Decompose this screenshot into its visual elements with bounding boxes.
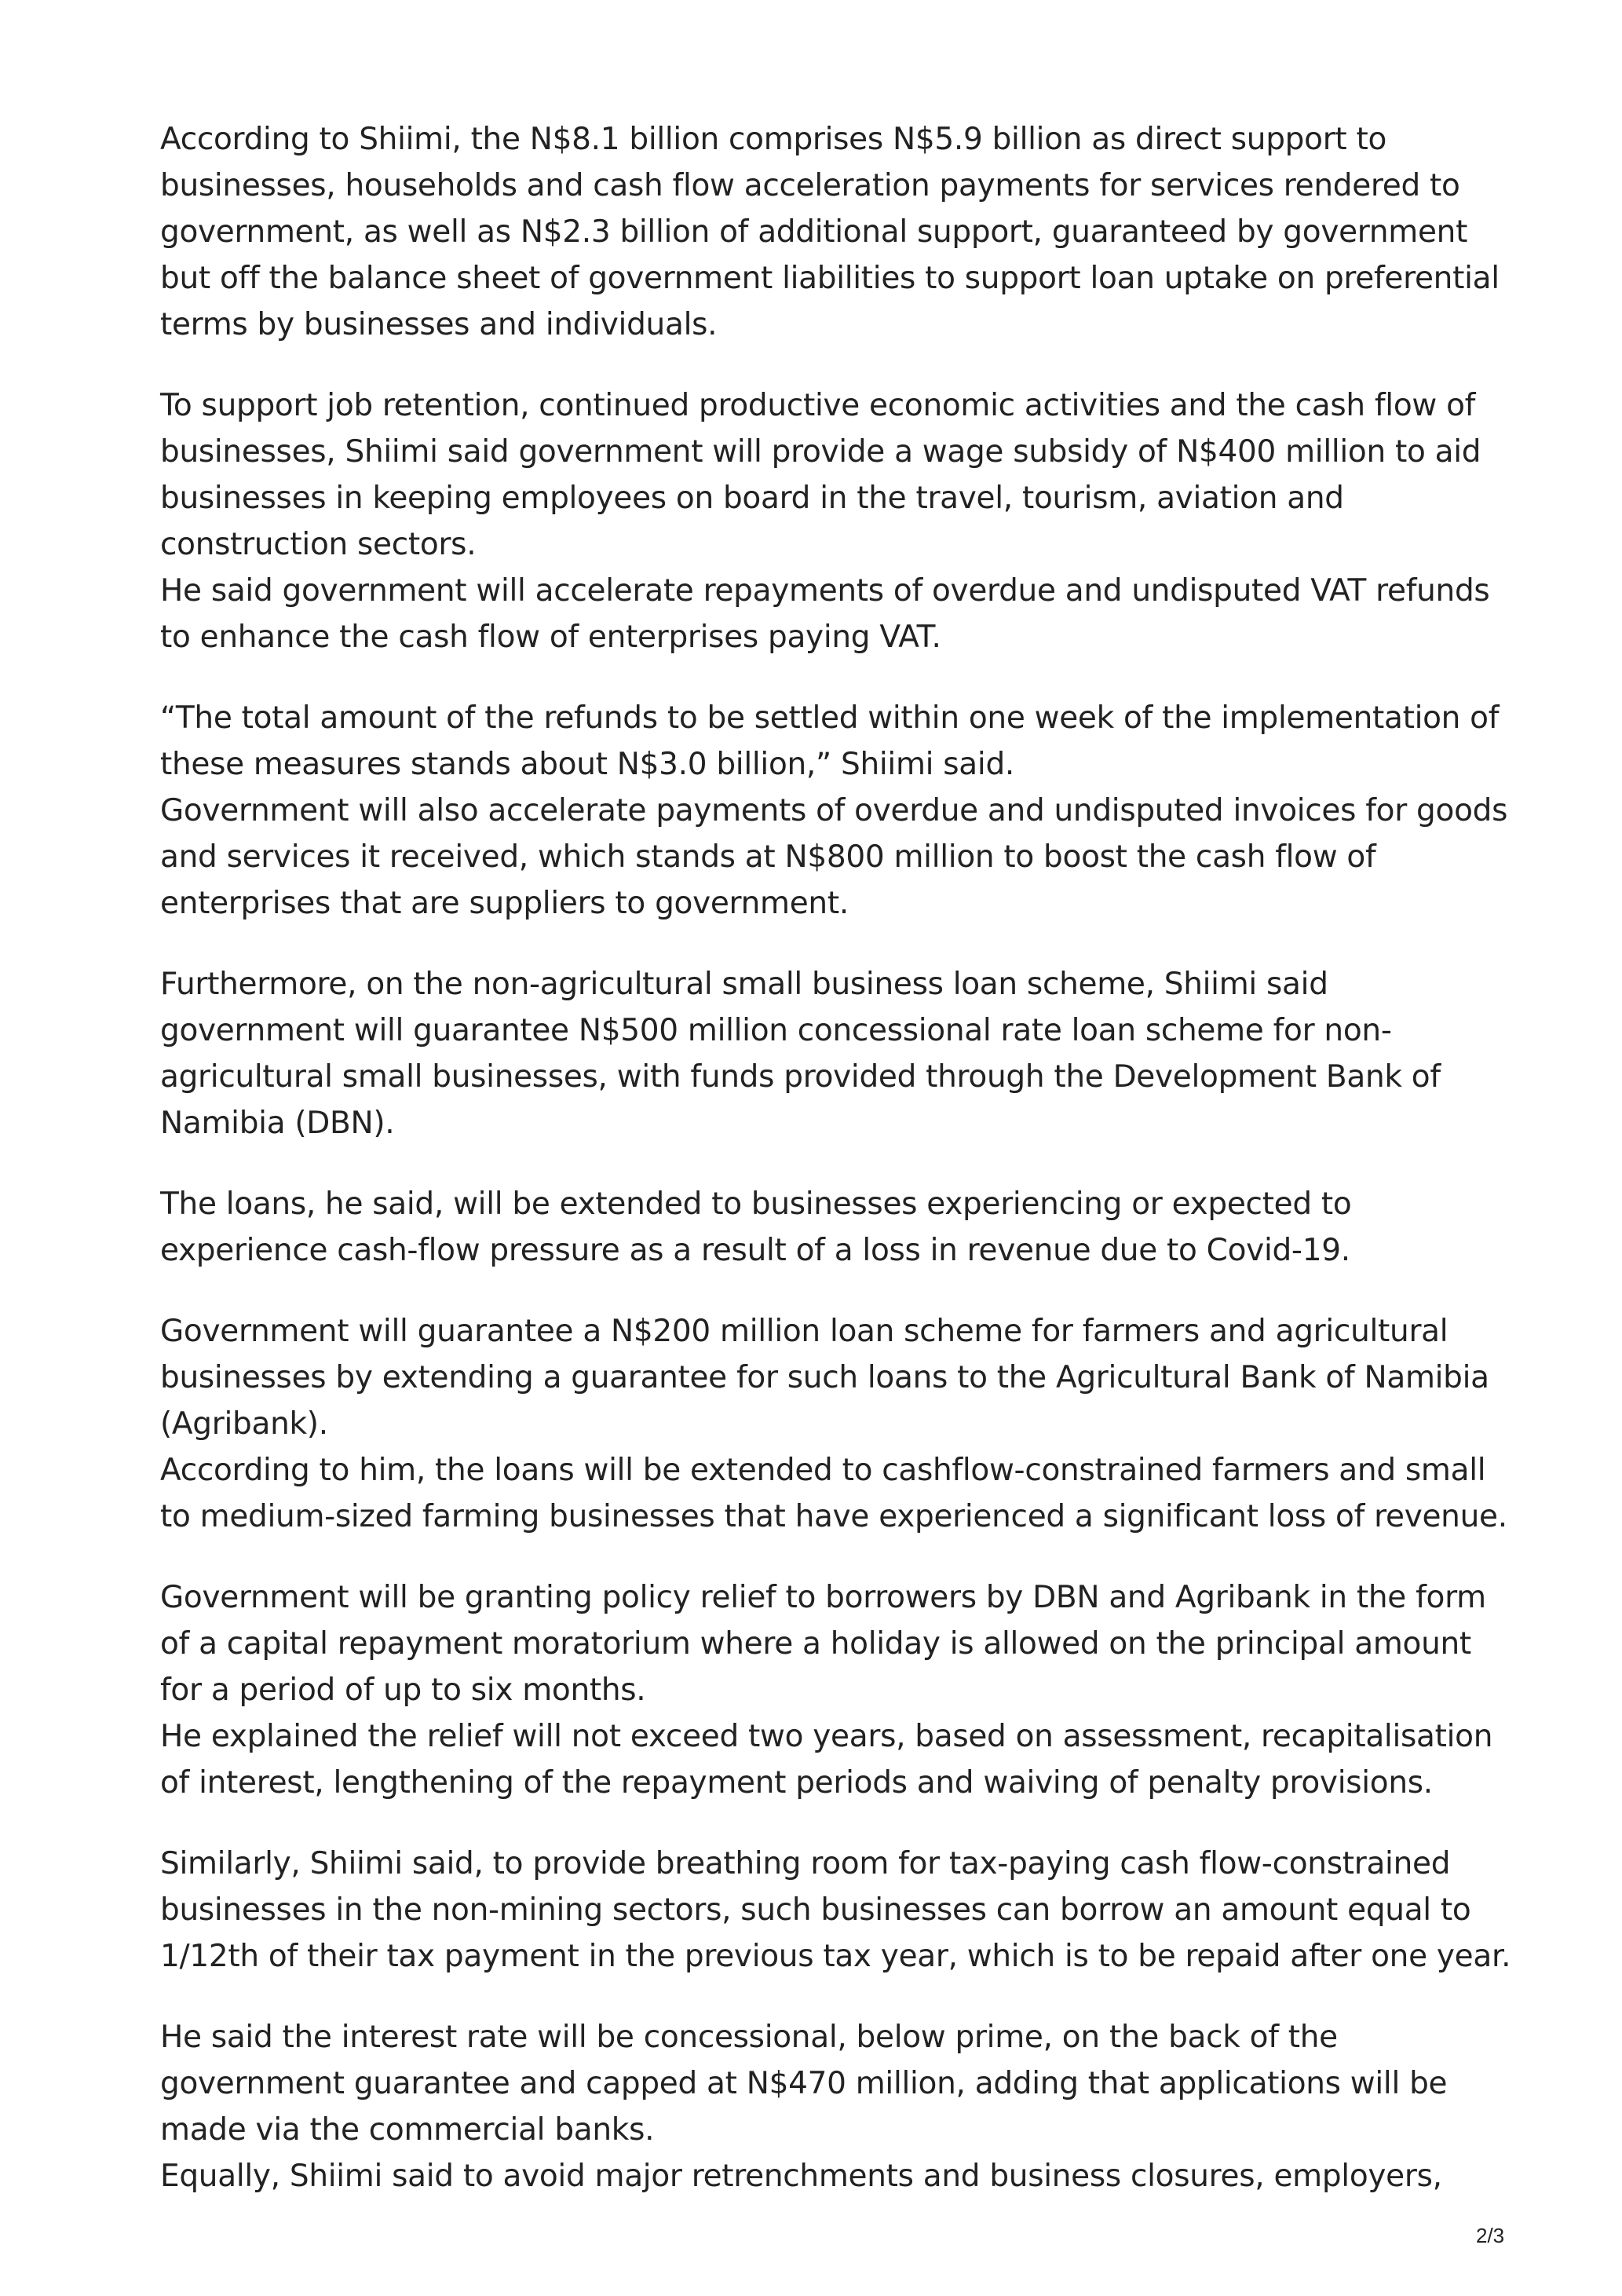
paragraph-5 (160, 1181, 1479, 1274)
text-line: terms by businesses and individuals. (160, 307, 718, 342)
text-line: and services it received, which stands at N$800 million to boost the cash flow of (160, 839, 1376, 875)
text-line: for a period of up to six months. (160, 1673, 646, 1708)
text-line: Government will be granting policy relief to borrowers by DBN and Agribank in the form (160, 1580, 1486, 1615)
text-line: to enhance the cash flow of enterprises paying VAT. (160, 620, 941, 655)
paragraph-3 (160, 695, 1508, 927)
text-line: of interest, lengthening of the repayment periods and waiving of penalty provisions. (160, 1765, 1433, 1801)
text-line: 1/12th of their tax payment in the previous tax year, which is to be repaid after one year. (160, 1939, 1511, 1974)
paragraph-6 (160, 1308, 1507, 1540)
text-line: He explained the relief will not exceed two years, based on assessment, recapitalisation (160, 1719, 1493, 1754)
paragraph-7 (160, 1574, 1493, 1806)
text-line: government will guarantee N$500 million concessional rate loan scheme for non- (160, 1013, 1392, 1048)
text-line: experience cash-flow pressure as a result of a loss in revenue due to Covid-19. (160, 1233, 1350, 1268)
text-line: of a capital repayment moratorium where a holiday is allowed on the principal amount (160, 1626, 1471, 1662)
text-line: to medium-sized farming businesses that have experienced a significant loss of revenue. (160, 1499, 1507, 1534)
text-line: “The total amount of the refunds to be settled within one week of the implementation of (160, 700, 1500, 736)
text-line: According to Shiimi, the N$8.1 billion comprises N$5.9 billion as direct support to (160, 122, 1387, 157)
paragraph-2 (160, 382, 1490, 660)
text-line: made via the commercial banks. (160, 2112, 655, 2148)
text-line: agricultural small businesses, with funds provided through the Development Bank of (160, 1059, 1441, 1095)
text-line: businesses, Shiimi said government will provide a wage subsidy of N$400 million to aid (160, 434, 1481, 470)
text-line: construction sectors. (160, 527, 477, 562)
text-line: these measures stands about N$3.0 billion,” Shiimi said. (160, 747, 1014, 782)
page-number: 2/3 (1476, 2224, 1505, 2247)
text-line: He said the interest rate will be concessional, below prime, on the back of the (160, 2020, 1338, 2055)
text-line: To support job retention, continued productive economic activities and the cash flow of (160, 388, 1476, 423)
text-line: but off the balance sheet of government liabilities to support loan uptake on preferential (160, 261, 1500, 296)
text-line: businesses in the non-mining sectors, such businesses can borrow an amount equal to (160, 1892, 1471, 1928)
text-line: government, as well as N$2.3 billion of additional support, guaranteed by government (160, 214, 1468, 250)
text-line: Government will also accelerate payments of overdue and undisputed invoices for goods (160, 793, 1508, 828)
text-line: businesses by extending a guarantee for such loans to the Agricultural Bank of Namibia (160, 1360, 1489, 1395)
text-line: Similarly, Shiimi said, to provide breathing room for tax-paying cash flow-constrained (160, 1846, 1451, 1881)
text-line: enterprises that are suppliers to government. (160, 886, 849, 921)
text-line: businesses, households and cash flow acceleration payments for services rendered to (160, 168, 1460, 203)
text-line: (Agribank). (160, 1406, 328, 1442)
text-line: government guarantee and capped at N$470 million, adding that applications will be (160, 2066, 1448, 2101)
text-line: businesses in keeping employees on board in the travel, tourism, aviation and (160, 481, 1344, 516)
paragraph-4 (160, 961, 1479, 1146)
text-line: He said government will accelerate repayments of overdue and undisputed VAT refunds (160, 573, 1490, 609)
text-line: According to him, the loans will be extended to cashflow-constrained farmers and small (160, 1453, 1486, 1488)
text-line: Furthermore, on the non-agricultural small business loan scheme, Shiimi said (160, 967, 1328, 1002)
article-body (160, 116, 1511, 2234)
text-line: Namibia (DBN). (160, 1106, 395, 1141)
paragraph-9 (160, 2014, 1479, 2199)
paragraph-8 (160, 1841, 1511, 1980)
paragraph-1 (160, 116, 1500, 348)
text-line: Equally, Shiimi said to avoid major retrenchments and business closures, employers, (160, 2159, 1442, 2194)
text-line: The loans, he said, will be extended to businesses experiencing or expected to (160, 1186, 1352, 1222)
text-line: Government will guarantee a N$200 million loan scheme for farmers and agricultural (160, 1314, 1448, 1349)
